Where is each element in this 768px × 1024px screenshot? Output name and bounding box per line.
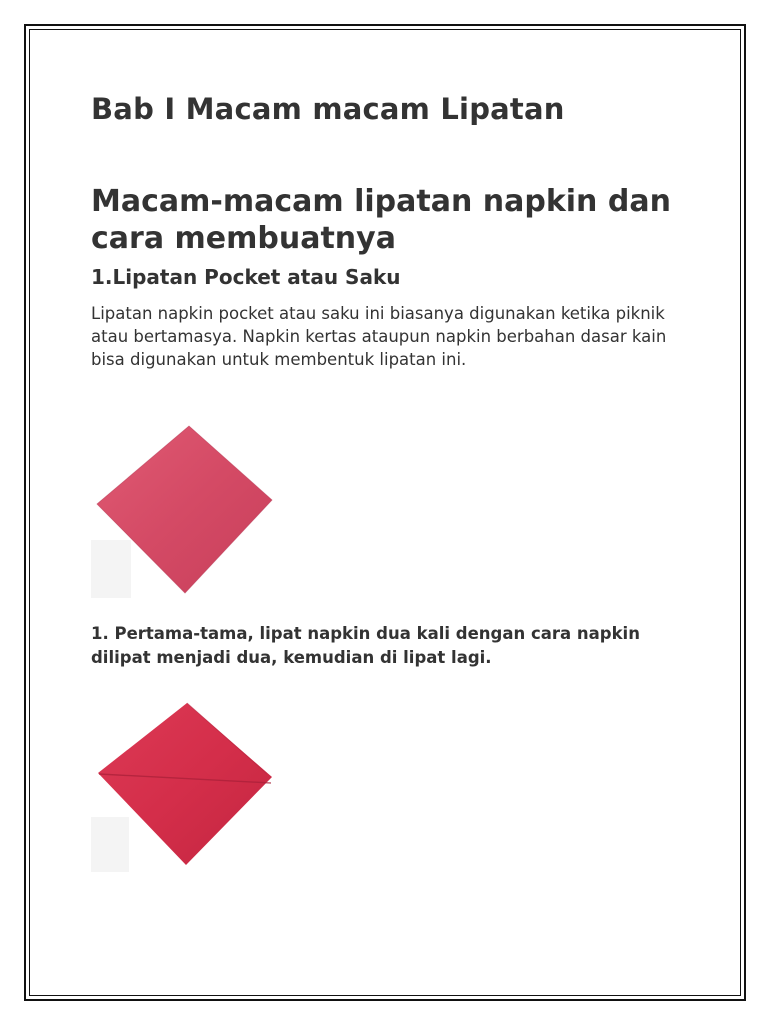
document-title: Bab I Macam macam Lipatan (91, 92, 565, 126)
napkin-folded-photo (91, 697, 276, 872)
napkin-square-photo (91, 420, 276, 598)
intro-paragraph: Lipatan napkin pocket atau saku ini biasanya digunakan ketika piknik atau bertamasya. Napkin kertas ataupun napkin berbahan dasar kain bisa digunakan untuk membentuk lipatan ini. (91, 304, 667, 369)
step-1-text: 1. Pertama-tama, lipat napkin dua kali dengan cara napkin dilipat menjadi dua, kemudian di lipat lagi. (91, 624, 640, 667)
sub-heading-pocket: 1.Lipatan Pocket atau Saku (91, 265, 401, 289)
section-heading: Macam-macam lipatan napkin dan cara membuatnya (91, 184, 671, 256)
